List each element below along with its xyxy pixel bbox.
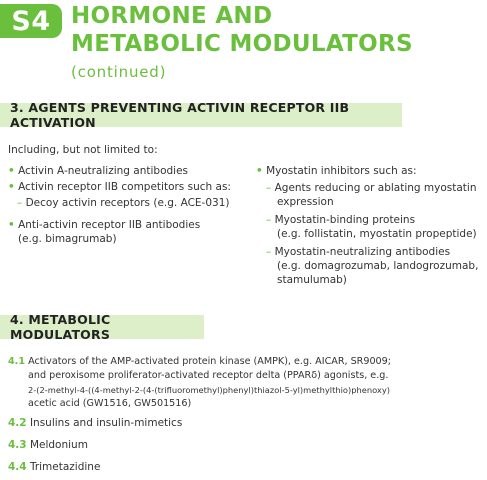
sub-list-item [17, 196, 230, 210]
list-item [256, 164, 417, 178]
bullet-icon: • [256, 165, 263, 177]
list-item-continuation: acetic acid (GW1516, GW501516) [28, 398, 192, 409]
title-line-2: METABOLIC MODULATORS [71, 31, 413, 57]
list-item-label: Insulins and insulin-mimetics [29, 417, 183, 429]
sub-list-item-label: Agents reducing or ablating myostatin [274, 182, 477, 194]
page-title [71, 2, 413, 58]
section-3-heading: 3. AGENTS PREVENTING ACTIVIN RECEPTOR IIB ACTIVATION [0, 103, 402, 127]
item-number: 4.4 [8, 461, 27, 473]
item-number: 4.1 [8, 356, 25, 367]
dash-icon: – [266, 182, 272, 194]
list-item-label: Activin receptor IIB competitors such as: [18, 181, 231, 193]
section-4-heading: 4. METABOLIC MODULATORS [0, 315, 204, 339]
list-item-continuation: (e.g. bimagrumab) [18, 233, 117, 245]
list-item [8, 355, 391, 369]
item-number: 4.2 [8, 417, 27, 429]
list-item-label: Meldonium [29, 439, 88, 451]
sub-list-item-label: Decoy activin receptors (e.g. ACE-031) [25, 197, 230, 209]
section-3-intro: Including, but not limited to: [8, 144, 158, 156]
sub-list-item-continuation: stamulumab) [277, 274, 347, 286]
sub-list-item [266, 181, 477, 195]
bullet-icon: • [8, 181, 15, 193]
list-item-continuation: and peroxisome proliferator-activated receptor delta (PPARδ) agonists, e.g. [28, 370, 389, 381]
list-item-label: Activin A-neutralizing antibodies [18, 165, 189, 177]
list-item [8, 164, 188, 178]
sub-list-item-continuation: (e.g. domagrozumab, landogrozumab, [277, 260, 479, 272]
bullet-icon: • [8, 165, 15, 177]
list-item-label: Myostatin inhibitors such as: [266, 165, 417, 177]
section-badge: S4 [0, 4, 62, 38]
sub-list-item-continuation: expression [277, 196, 334, 208]
page-subtitle: (continued) [71, 63, 167, 81]
list-item [8, 416, 182, 430]
dash-icon: – [266, 214, 272, 226]
title-line-1: HORMONE AND [71, 3, 273, 29]
list-item [8, 438, 88, 452]
sub-list-item-label: Myostatin-binding proteins [274, 214, 416, 226]
list-item [8, 180, 231, 194]
sub-list-item-continuation: (e.g. follistatin, myostatin propeptide) [277, 228, 477, 240]
bullet-icon: • [8, 219, 15, 231]
dash-icon: – [17, 197, 23, 209]
sub-list-item-label: Myostatin-neutralizing antibodies [274, 246, 451, 258]
sub-list-item [266, 245, 450, 259]
list-item [8, 218, 200, 232]
list-item-continuation: 2-(2-methyl-4-((4-methyl-2-(4-(trifluoromethyl)phenyl)thiazol-5-yl)methylthio)phenoxy) [28, 385, 390, 395]
list-item [8, 460, 100, 474]
item-number: 4.3 [8, 439, 27, 451]
list-item-label: Anti-activin receptor IIB antibodies [18, 219, 201, 231]
sub-list-item [266, 213, 415, 227]
dash-icon: – [266, 246, 272, 258]
list-item-label: Trimetazidine [29, 461, 101, 473]
list-item-label: Activators of the AMP-activated protein kinase (AMPK), e.g. AICAR, SR9009; [28, 356, 391, 367]
